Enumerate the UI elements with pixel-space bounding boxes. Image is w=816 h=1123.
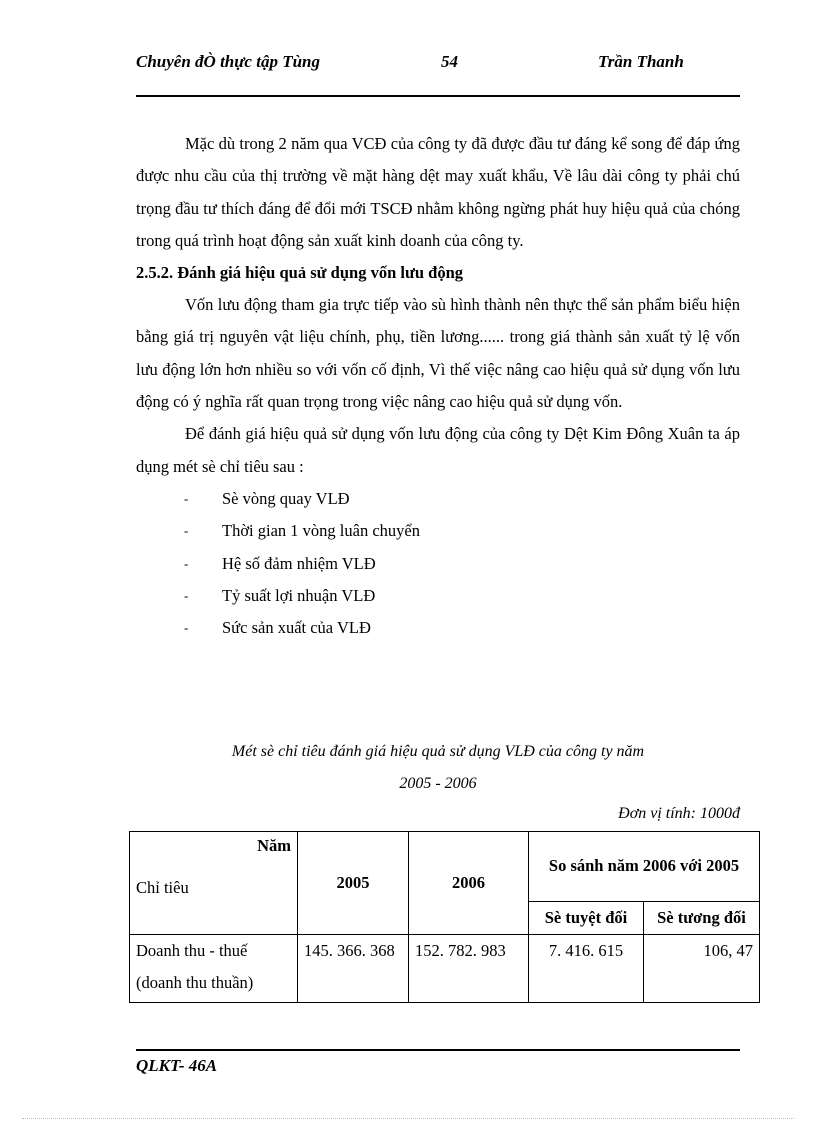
header-relative: Sè tương đối [644, 901, 760, 934]
row-label: Doanh thu - thuế (doanh thu thuần) [130, 935, 298, 1003]
list-item: - Hệ số đảm nhiệm VLĐ [136, 548, 740, 580]
table-caption [136, 736, 740, 800]
bullet-dash: - [184, 555, 189, 571]
table-row [130, 935, 760, 1003]
section-heading: 2.5.2. Đánh giá hiệu quả sử dụng vốn lưu động [136, 263, 464, 283]
header-absolute: Sè tuyệt đối [529, 901, 644, 934]
row-2006-value: 152. 782. 983 [409, 935, 529, 1003]
table-corner-cell [130, 832, 298, 935]
page-header [136, 49, 740, 97]
paragraph-3: Để đánh giá hiệu quả sử dụng vốn lưu động của công ty Dệt Kim Đông Xuân ta áp dụng mét sè chỉ tiêu sau : [136, 424, 740, 476]
list-item: - Sức sản xuất của VLĐ [136, 612, 740, 644]
header-title: Chuyên đÒ thực tập Tùng [136, 52, 320, 71]
list-item: - Thời gian 1 vòng luân chuyển [136, 515, 740, 547]
indicator-list [136, 483, 740, 644]
bullet-dash: - [184, 587, 189, 603]
corner-indicator-label: Chỉ tiêu [136, 878, 189, 897]
header-compare: So sánh năm 2006 với 2005 [529, 832, 760, 902]
row-absolute-value: 7. 416. 615 [529, 935, 644, 1003]
paragraph-2: Vốn lưu động tham gia trực tiếp vào sù hình thành nên thực thể sản phẩm biểu hiện bằng giá trị nguyên vật liệu chính, phụ, tiền lương...... trong giá thành sản xuất tỷ lệ vốn lưu động lớn hơn nhiều so với vốn cố định, Vì thế việc nâng cao hiệu quả sử dụng vốn lưu động có ý nghĩa rất quan trọng trong việc nâng cao hiệu quả sử dụng vốn. [136, 295, 740, 412]
corner-year-label: Năm [257, 836, 291, 855]
row-2005-value: 145. 366. 368 [298, 935, 409, 1003]
header-2006: 2006 [409, 832, 529, 935]
document-body [136, 128, 740, 644]
bullet-dash: - [184, 523, 189, 539]
header-author: Trần Thanh [598, 52, 684, 71]
unit-note: Đơn vị tính: 1000đ [618, 805, 740, 822]
indicator-table [129, 831, 760, 1003]
list-item: - Sè vòng quay VLĐ [136, 483, 740, 515]
list-item: - Tỷ suất lợi nhuận VLĐ [136, 580, 740, 612]
header-2005: 2005 [298, 832, 409, 935]
bullet-dash: - [184, 620, 189, 636]
caption-line-1: Mét sè chỉ tiêu đánh giá hiệu quả sử dụng VLĐ của công ty năm [231, 743, 645, 760]
page-edge-rule [22, 1118, 794, 1119]
page-footer [136, 1049, 740, 1076]
paragraph-1: Mặc dù trong 2 năm qua VCĐ của công ty đã được đầu tư đáng kể song để đáp ứng được nhu cầu của thị trường về mặt hàng dệt may xuất khẩu, Về lâu dài công ty phải chú trọng đầu tư thích đáng để đổi mới TSCĐ nhằm không ngừng phát huy hiệu quả của chóng trong quá trình hoạt động sản xuất kinh doanh của công ty. [136, 134, 740, 250]
bullet-dash: - [184, 490, 189, 506]
caption-line-2: 2005 - 2006 [399, 775, 477, 792]
page-number: 54 [441, 52, 458, 71]
row-relative-value: 106, 47 [644, 935, 760, 1003]
footer-code: QLKT- 46A [136, 1056, 218, 1075]
